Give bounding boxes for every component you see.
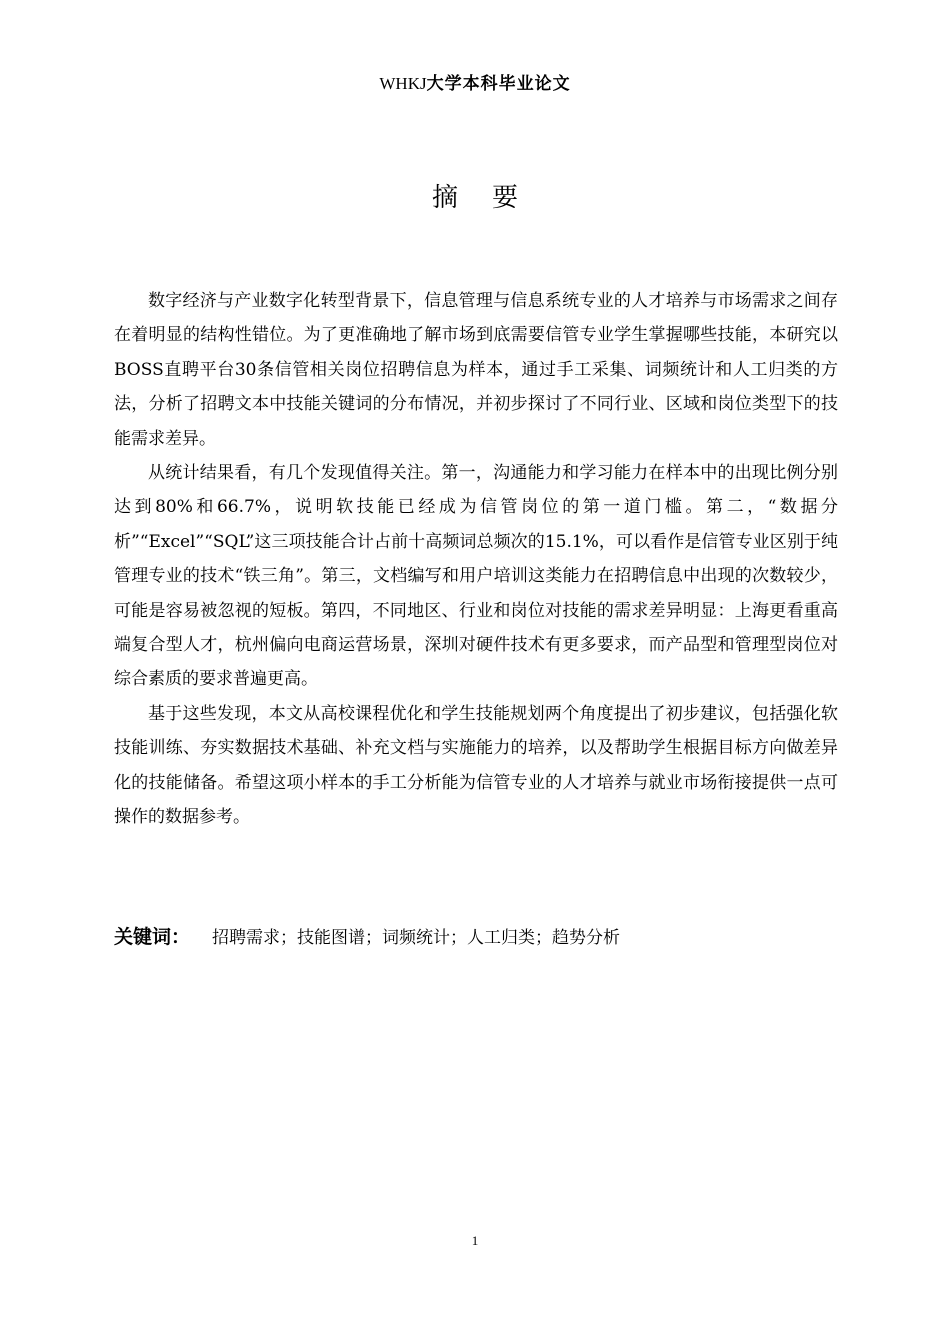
page-number: 1 [471,1233,479,1248]
keywords-label: 关键词： [114,926,191,948]
running-header [0,72,950,96]
header-school-code: WHKJ [379,74,427,93]
abstract-paragraph: 数字经济与产业数字化转型背景下，信息管理与信息系统专业的人才培养与市场需求之间存在着明显的结构性错位。为了更准确地了解市场到底需要信管专业学生掌握哪些技能，本研究以BOSS直聘平台30条信管相关岗位招聘信息为样本，通过手工采集、词频统计和人工归类的方法，分析了招聘文本中技能关键词的分布情况，并初步探讨了不同行业、区域和岗位类型下的技能需求差异。 [114,291,838,449]
abstract-title-part2: 要 [492,183,519,213]
abstract-body [114,284,838,835]
header-thesis-type: 大学本科毕业论文 [426,74,571,94]
abstract-paragraph: 基于这些发现，本文从高校课程优化和学生技能规划两个角度提出了初步建议，包括强化软技能训练、夯实数据技术基础、补充文档与实施能力的培养，以及帮助学生根据目标方向做差异化的技能储备。希望这项小样本的手工分析能为信管专业的人才培养与就业市场衔接提供一点可操作的数据参考。 [114,703,838,828]
keywords-line [114,922,838,953]
abstract-title [0,180,950,216]
abstract-title-part1: 摘 [431,183,458,213]
keywords-value: 招聘需求；技能图谱；词频统计；人工归类；趋势分析 [212,928,621,948]
abstract-paragraph: 从统计结果看，有几个发现值得关注。第一，沟通能力和学习能力在样本中的出现比例分别达到80%和66.7%，说明软技能已经成为信管岗位的第一道门槛。第二，“数据分析”“Excel”“SQL”这三项技能合计占前十高频词总频次的15.1%，可以看作是信管专业区别于纯管理专业的技术“铁三角”。第三，文档编写和用户培训这类能力在招聘信息中出现的次数较少，可能是容易被忽视的短板。第四，不同地区、行业和岗位对技能的需求差异明显：上海更看重高端复合型人才，杭州偏向电商运营场景，深圳对硬件技术有更多要求，而产品型和管理型岗位对综合素质的要求普遍更高。 [114,463,838,690]
